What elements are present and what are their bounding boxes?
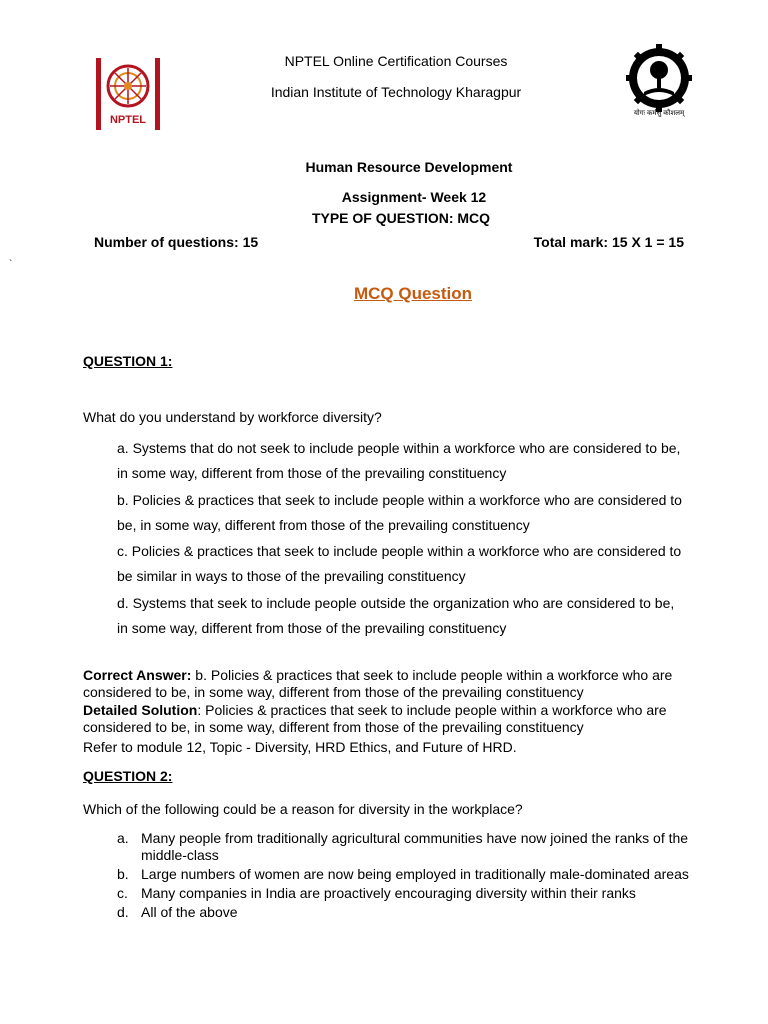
question-1-correct-answer [83, 667, 693, 701]
option-label: d. [117, 904, 129, 920]
mcq-heading: MCQ Question [353, 284, 473, 303]
question-2-title: QUESTION 2: [83, 768, 173, 784]
question-1-title: QUESTION 1: [83, 353, 173, 369]
nptel-logo-text: NPTEL [109, 114, 147, 126]
option-text: Many people from traditionally agricultural communities have now joined the ranks of the middle-class [141, 830, 689, 863]
number-of-questions-label: Number of questions [94, 234, 235, 250]
question-1-option-b: b. Policies & practices that seek to include people within a workforce who are considered to be, in some way, different from those of the prevailing constituency [117, 492, 682, 533]
question-1-option-a: a. Systems that do not seek to include people within a workforce who are considered to be, in some way, different from those of the prevailing constituency [117, 440, 681, 481]
option-text: Many companies in India are proactively encouraging diversity within their ranks [141, 885, 636, 901]
question-2-text: Which of the following could be a reason for diversity in the workplace? [83, 801, 523, 817]
iit-logo-motto: योगः कर्मसु कौशलम् [633, 110, 685, 117]
question-2-option-b [117, 866, 707, 883]
assignment-title: Assignment- Week 12 [341, 189, 487, 205]
number-of-questions-value: : 15 [234, 234, 259, 250]
question-2-option-d [117, 904, 707, 921]
question-1-detailed-solution [83, 702, 693, 736]
option-label: c. [117, 885, 128, 901]
question-type: TYPE OF QUESTION: MCQ [311, 210, 491, 226]
course-title: Human Resource Development [305, 159, 513, 175]
question-1-text: What do you understand by workforce diversity? [83, 409, 382, 425]
option-text: Large numbers of women are now being employed in traditionally male-dominated areas [141, 866, 689, 882]
header-line-2: Indian Institute of Technology Kharagpur [270, 84, 522, 100]
detailed-solution-label: Detailed Solution [83, 702, 198, 718]
question-1-reference: Refer to module 12, Topic - Diversity, HRD Ethics, and Future of HRD. [83, 739, 517, 755]
option-label: b. [117, 866, 129, 882]
detailed-solution-text: : Policies & practices that seek to include people within a workforce who are considered to be, in some way, different from those of the prevailing constituency [83, 702, 667, 735]
total-mark: Total mark: 15 X 1 = 15 [533, 234, 684, 250]
number-of-questions [94, 234, 258, 250]
option-label: a. [117, 830, 129, 846]
question-2-option-a [117, 830, 707, 864]
header-line-1: NPTEL Online Certification Courses [284, 53, 508, 69]
correct-answer-label: Correct Answer: [83, 667, 192, 683]
stray-mark: ` [9, 259, 13, 270]
correct-answer-text: b. Policies & practices that seek to include people within a workforce who are considered to be, in some way, different from those of the prevailing constituency [83, 667, 673, 700]
question-1-option-c: c. Policies & practices that seek to include people within a workforce who are considered to be similar in ways to those of the prevailing constituency [117, 543, 682, 584]
option-text: All of the above [141, 904, 238, 920]
question-1-option-d: d. Systems that seek to include people outside the organization who are considered to be, in some way, different from those of the prevailing constituency [117, 595, 675, 636]
question-2-option-c [117, 885, 707, 902]
